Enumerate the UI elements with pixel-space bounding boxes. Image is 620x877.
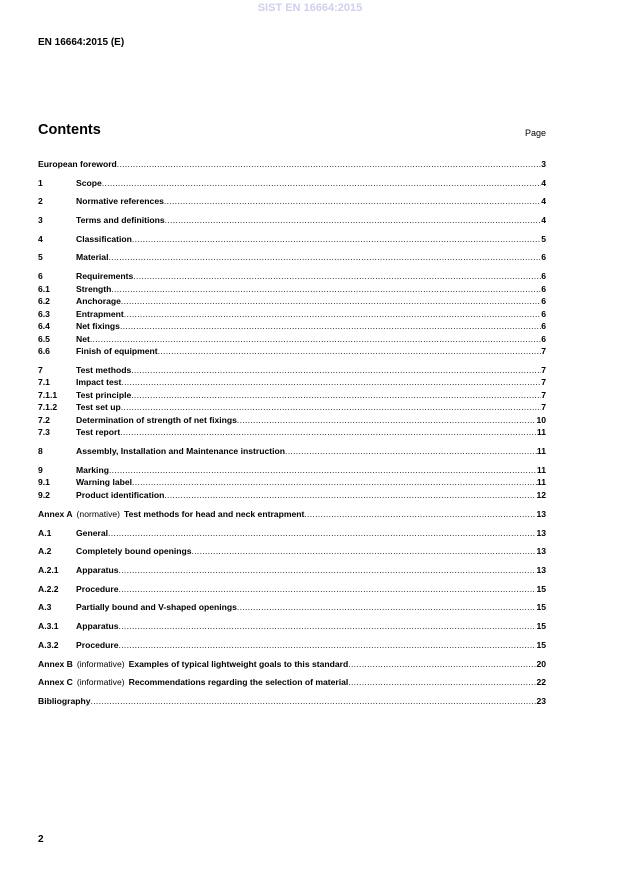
- toc-entry-title: Test set up: [76, 402, 121, 412]
- dot-leader: [285, 446, 537, 457]
- dot-leader: [119, 640, 537, 651]
- toc-entry[interactable]: [38, 309, 546, 320]
- toc-entry-number: 6.3: [38, 309, 50, 319]
- toc-entry-title: Determination of strength of net fixings: [76, 415, 237, 425]
- toc-entry-number: 6.6: [38, 346, 50, 356]
- toc-entry[interactable]: [38, 402, 546, 413]
- watermark: SIST EN 16664:2015: [257, 2, 363, 14]
- toc-entry-number: 7.1.2: [38, 402, 58, 412]
- toc-entry-number: 1: [38, 178, 43, 188]
- toc-entry-page: 6: [541, 271, 546, 281]
- toc-entry-number: Annex A: [38, 509, 73, 519]
- toc-entry-page: 11: [536, 477, 546, 487]
- toc-entry-page: 20: [536, 659, 546, 669]
- toc-entry-qualifier: (informative): [76, 677, 125, 687]
- toc-entry-page: 13: [536, 528, 546, 538]
- toc-entry[interactable]: [38, 365, 546, 376]
- toc-entry-title: Marking: [76, 465, 109, 475]
- toc-entry-title: Requirements: [76, 271, 134, 281]
- toc-entry-title: Strength: [76, 284, 112, 294]
- toc-entry-qualifier: (informative): [76, 659, 125, 669]
- page-number: 2: [38, 834, 44, 845]
- toc-entry[interactable]: [38, 178, 546, 189]
- toc-entry-page: 13: [536, 565, 546, 575]
- toc-entry-page: 12: [536, 490, 546, 500]
- toc-entry-title: Impact test: [76, 377, 122, 387]
- toc-entry[interactable]: [38, 252, 546, 263]
- dot-leader: [108, 528, 536, 539]
- toc-entry-page: 6: [541, 309, 546, 319]
- toc-entry[interactable]: [38, 546, 546, 557]
- toc-entry-page: 13: [536, 546, 546, 556]
- toc-entry[interactable]: [38, 677, 546, 688]
- toc-entry-number: 7.3: [38, 427, 50, 437]
- toc-entry[interactable]: [38, 215, 546, 226]
- toc-entry-title: Classification: [76, 234, 132, 244]
- toc-entry-page: 23: [536, 696, 546, 706]
- toc-entry[interactable]: [38, 446, 546, 457]
- toc-entry-page: 3: [541, 159, 546, 169]
- toc-entry-title: Procedure: [76, 640, 119, 650]
- toc-entry[interactable]: [38, 296, 546, 307]
- dot-leader: [111, 284, 541, 295]
- toc-entry[interactable]: [38, 321, 546, 332]
- toc-entry-page: 4: [541, 178, 546, 188]
- toc-entry-title: Scope: [76, 178, 102, 188]
- toc-entry-title: Test methods: [76, 365, 132, 375]
- toc-entry-page: 15: [536, 584, 546, 594]
- toc-entry[interactable]: [38, 696, 546, 707]
- toc-entry[interactable]: [38, 346, 546, 357]
- toc-entry-title: Completely bound openings: [76, 546, 192, 556]
- toc-entry-number: 3: [38, 215, 43, 225]
- dot-leader: [120, 321, 541, 332]
- toc-entry-number: Annex C: [38, 677, 73, 687]
- toc-entry-title: Test report: [76, 427, 121, 437]
- toc-entry[interactable]: [38, 271, 546, 282]
- dot-leader: [132, 234, 541, 245]
- toc-entry-qualifier: (normative): [76, 509, 121, 519]
- toc-entry-title: Finish of equipment: [76, 346, 158, 356]
- dot-leader: [165, 215, 542, 226]
- toc-entry-title: Net fixings: [76, 321, 120, 331]
- toc-entry-title: Warning label: [76, 477, 133, 487]
- dot-leader: [132, 477, 537, 488]
- toc-entry-number: 6.2: [38, 296, 50, 306]
- toc-entry-number: Annex B: [38, 659, 73, 669]
- dot-leader: [131, 365, 541, 376]
- dot-leader: [91, 696, 537, 707]
- toc-entry-number: 9.1: [38, 477, 50, 487]
- toc-entry-page: 15: [536, 602, 546, 612]
- toc-entry-page: 11: [536, 465, 546, 475]
- dot-leader: [158, 346, 542, 357]
- toc-entry-number: 6: [38, 271, 43, 281]
- toc-entry[interactable]: [38, 465, 546, 476]
- toc-entry-page: 6: [541, 321, 546, 331]
- toc-entry-page: 6: [541, 334, 546, 344]
- toc-entry[interactable]: [38, 490, 546, 501]
- toc-entry-title: Entrapment: [76, 309, 124, 319]
- toc-entry-page: 5: [541, 234, 546, 244]
- dot-leader: [124, 309, 541, 320]
- toc-entry-title: Procedure: [76, 584, 119, 594]
- toc-entry-page: 4: [541, 196, 546, 206]
- toc-entry-number: 4: [38, 234, 43, 244]
- toc-entry[interactable]: [38, 284, 546, 295]
- page-column-label: Page: [524, 128, 546, 138]
- toc-entry-number: 7: [38, 365, 43, 375]
- toc-entry-number: A.2: [38, 546, 52, 556]
- toc-entry-number: 7.1.1: [38, 390, 58, 400]
- toc-entry-title: European foreword: [38, 159, 117, 169]
- toc-entry[interactable]: [38, 159, 546, 170]
- dot-leader: [304, 509, 536, 520]
- toc-entry-number: 2: [38, 196, 43, 206]
- toc-entry[interactable]: [38, 390, 546, 401]
- toc-entry-page: 13: [536, 509, 546, 519]
- toc-entry-page: 11: [536, 427, 546, 437]
- toc-entry-page: 15: [536, 640, 546, 650]
- toc-entry-title: Apparatus: [76, 565, 119, 575]
- dot-leader: [121, 377, 541, 388]
- dot-leader: [90, 334, 541, 345]
- page-title: Contents: [38, 122, 101, 138]
- dot-leader: [348, 677, 536, 688]
- toc-entry[interactable]: [38, 509, 546, 520]
- toc-entry-page: 10: [536, 415, 546, 425]
- toc-entry[interactable]: [38, 565, 546, 576]
- toc-entry-title: Bibliography: [38, 696, 91, 706]
- toc-entry[interactable]: [38, 528, 546, 539]
- dot-leader: [348, 659, 536, 670]
- toc-entry-title: Recommendations regarding the selection of material: [128, 677, 349, 687]
- dot-leader: [133, 271, 541, 282]
- toc-entry[interactable]: [38, 477, 546, 488]
- dot-leader: [237, 602, 537, 613]
- toc-entry-number: 6.1: [38, 284, 50, 294]
- dot-leader: [164, 196, 541, 207]
- toc-entry-title: Anchorage: [76, 296, 121, 306]
- toc-entry-page: 6: [541, 296, 546, 306]
- toc-entry-title: General: [76, 528, 109, 538]
- toc-entry-page: 22: [536, 677, 546, 687]
- dot-leader: [119, 621, 537, 632]
- dot-leader: [109, 465, 537, 476]
- toc-entry-number: 8: [38, 446, 43, 456]
- toc-entry[interactable]: [38, 234, 546, 245]
- dot-leader: [108, 252, 541, 263]
- toc-entry-number: A.2.1: [38, 565, 59, 575]
- toc-entry-number: A.3.2: [38, 640, 59, 650]
- toc-entry-page: 7: [541, 390, 546, 400]
- dot-leader: [192, 546, 537, 557]
- dot-leader: [131, 390, 541, 401]
- toc-entry[interactable]: [38, 659, 546, 670]
- toc-entry-page: 4: [541, 215, 546, 225]
- toc-entry[interactable]: [38, 584, 546, 595]
- toc-entry[interactable]: [38, 640, 546, 651]
- dot-leader: [164, 490, 536, 501]
- toc-entry[interactable]: [38, 377, 546, 388]
- dot-leader: [102, 178, 541, 189]
- dot-leader: [120, 427, 537, 438]
- toc-entry-page: 7: [541, 377, 546, 387]
- dot-leader: [121, 402, 541, 413]
- toc-entry-page: 7: [541, 346, 546, 356]
- toc-entry-page: 11: [536, 446, 546, 456]
- dot-leader: [121, 296, 541, 307]
- toc-entry[interactable]: [38, 621, 546, 632]
- toc-entry-title: Net: [76, 334, 90, 344]
- toc-entry-title: Assembly, Installation and Maintenance instruction: [76, 446, 285, 456]
- document-header: EN 16664:2015 (E): [38, 37, 125, 48]
- dot-leader: [117, 159, 541, 170]
- toc-entry-number: A.2.2: [38, 584, 59, 594]
- toc-entry[interactable]: [38, 334, 546, 345]
- toc-entry-number: 6.4: [38, 321, 50, 331]
- dot-leader: [237, 415, 537, 426]
- toc-entry-number: 6.5: [38, 334, 50, 344]
- toc-entry[interactable]: [38, 427, 546, 438]
- dot-leader: [119, 584, 537, 595]
- toc-entry-title: Product identification: [76, 490, 165, 500]
- toc-entry-title: Partially bound and V-shaped openings: [76, 602, 237, 612]
- dot-leader: [119, 565, 537, 576]
- toc-entry-page: 6: [541, 284, 546, 294]
- toc-entry-page: 15: [536, 621, 546, 631]
- toc-entry-title: Test principle: [76, 390, 132, 400]
- toc-entry-title: Normative references: [76, 196, 164, 206]
- toc-entry-title: Apparatus: [76, 621, 119, 631]
- toc-entry-number: 5: [38, 252, 43, 262]
- toc-entry-number: A.1: [38, 528, 52, 538]
- toc-entry[interactable]: [38, 196, 546, 207]
- toc-entry[interactable]: [38, 415, 546, 426]
- toc-entry-number: 9: [38, 465, 43, 475]
- toc-entry-number: A.3: [38, 602, 52, 612]
- toc-entry-number: 7.2: [38, 415, 50, 425]
- toc-entry-title: Terms and definitions: [76, 215, 165, 225]
- toc-entry-title: Material: [76, 252, 109, 262]
- toc-entry-page: 7: [541, 402, 546, 412]
- toc-entry-title: Examples of typical lightweight goals to this standard: [128, 659, 349, 669]
- toc-entry-number: 9.2: [38, 490, 50, 500]
- toc-entry-number: 7.1: [38, 377, 50, 387]
- toc-entry-page: 6: [541, 252, 546, 262]
- toc-entry-number: A.3.1: [38, 621, 59, 631]
- toc-entry-page: 7: [541, 365, 546, 375]
- toc-entry-title: Test methods for head and neck entrapment: [124, 509, 305, 519]
- toc-entry[interactable]: [38, 602, 546, 613]
